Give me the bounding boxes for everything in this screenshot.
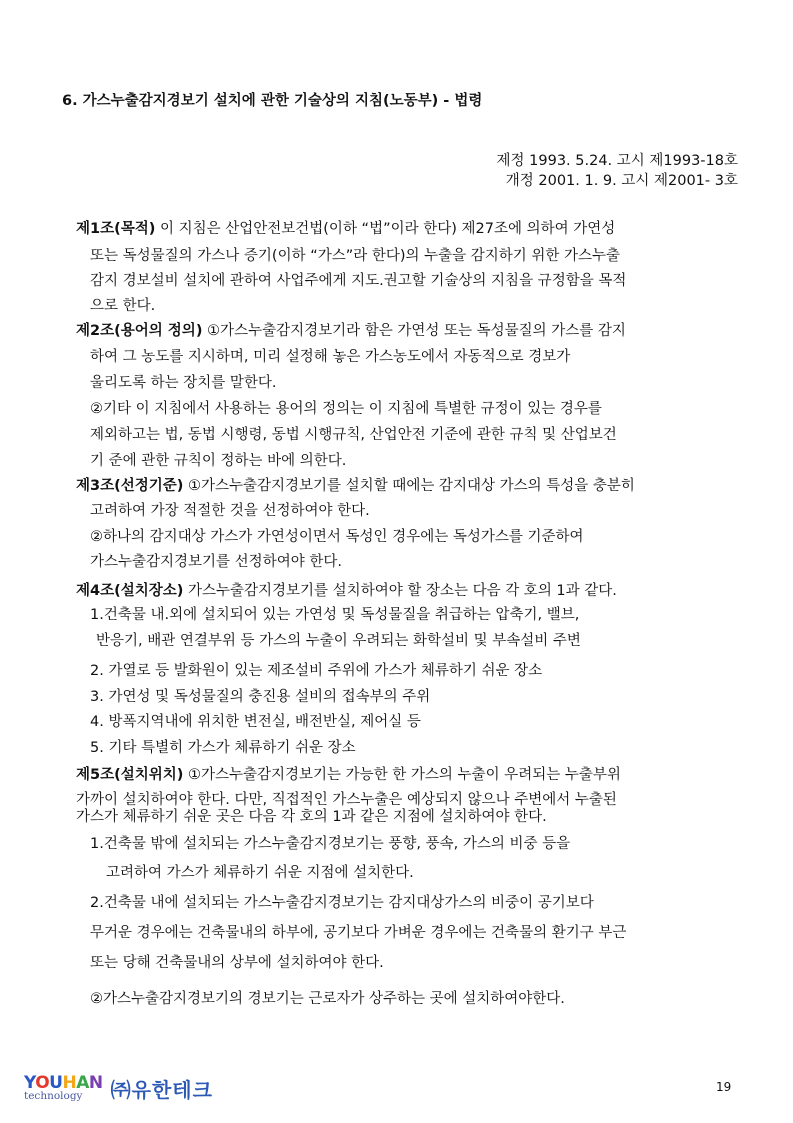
article-2-text: ①가스누출감지경보기라 함은 가연성 또는 독성물질의 가스를 감지: [202, 323, 626, 339]
article-4-item: 3. 가연성 및 독성물질의 충진용 설비의 접속부의 주위: [90, 689, 431, 705]
article-5-item: 1.건축물 밖에 설치되는 가스누출감지경보기는 풍향, 풍속, 가스의 비중 등을: [90, 836, 571, 852]
article-5-item: 또는 당해 건축물내의 상부에 설치하여야 한다.: [90, 955, 384, 971]
article-5-item: 2.건축물 내에 설치되는 가스누출감지경보기는 감지대상가스의 비중이 공기보다: [90, 895, 594, 911]
article-2-line: 울리도록 하는 장치를 말한다.: [90, 375, 277, 391]
article-2-heading: 제2조(용어의 정의): [76, 323, 203, 339]
article-5-heading: 제5조(설치위치): [76, 767, 184, 783]
article-1-line: 감지 경보설비 설치에 관하여 사업주에게 지도.권고할 기술상의 지침을 규정함을 목적: [90, 273, 627, 289]
article-5-item: 고려하여 가스가 체류하기 쉬운 지점에 설치한다.: [106, 865, 414, 881]
article-3-line: 가스누출감지경보기를 선정하여야 한다.: [90, 554, 342, 570]
article-2-line: 기 준에 관한 규칙이 정하는 바에 의한다.: [90, 453, 347, 469]
company-name: ㈜유한테크: [110, 1078, 213, 1102]
article-2-line: ②기타 이 지침에서 사용하는 용어의 정의는 이 지침에 특별한 규정이 있는 경우를: [90, 401, 602, 417]
article-4-item: 반응기, 배관 연결부위 등 가스의 누출이 우려되는 화학설비 및 부속설비 주변: [96, 633, 581, 649]
article-4-item: 1.건축물 내.외에 설치되어 있는 가연성 및 독성물질을 취급하는 압축기, 밸브,: [90, 607, 580, 623]
article-1-line: 으로 한다.: [90, 298, 156, 314]
brand-tagline: technology: [24, 1090, 83, 1102]
article-1-line: 또는 독성물질의 가스나 증기(이하 “가스”라 한다)의 누출을 감지하기 위한 가스누출: [90, 248, 621, 264]
article-4-item: 4. 방폭지역내에 위치한 변전실, 배전반실, 제어실 등: [90, 714, 421, 730]
page-number: 19: [716, 1080, 732, 1094]
document-title: 6. 가스누출감지경보기 설치에 관한 기술상의 지침(노동부) - 법령: [62, 93, 483, 109]
article-1-text: 이 지침은 산업안전보건법(이하 “법”이라 한다) 제27조에 의하여 가연성: [155, 221, 616, 237]
article-5-line: 가스가 체류하기 쉬운 곳은 다음 각 호의 1과 같은 지점에 설치하여야 한다.: [76, 809, 547, 825]
article-4-item: 5. 기타 특별히 가스가 체류하기 쉬운 장소: [90, 740, 356, 756]
company-logo: [24, 1074, 213, 1103]
article-2-line: 하여 그 농도를 지시하며, 미리 설정해 놓은 가스농도에서 자동적으로 경보가: [90, 349, 571, 365]
article-4-item: 2. 가열로 등 발화원이 있는 제조설비 주위에 가스가 체류하기 쉬운 장소: [90, 663, 543, 679]
article-5-text: ①가스누출감지경보기는 가능한 한 가스의 누출이 우려되는 누출부위: [183, 767, 621, 783]
amendment-date: 개정 2001. 1. 9. 고시 제2001- 3호: [505, 173, 738, 189]
article-3-text: ①가스누출감지경보기를 설치할 때에는 감지대상 가스의 특성을 충분히: [183, 478, 635, 494]
article-4-heading: 제4조(설치장소): [76, 583, 184, 599]
article-3-heading: 제3조(선정기준): [76, 478, 184, 494]
article-2-line: 제외하고는 법, 동법 시행령, 동법 시행규칙, 산업안전 기준에 관한 규칙 및 산업보건: [90, 427, 617, 443]
enactment-date: 제정 1993. 5.24. 고시 제1993-18호: [496, 153, 738, 169]
brand-wordmark: YOUHAN: [24, 1073, 103, 1093]
article-4-text: 가스누출감지경보기를 설치하여야 할 장소는 다음 각 호의 1과 같다.: [183, 583, 617, 599]
article-3-line: ②하나의 감지대상 가스가 가연성이면서 독성인 경우에는 독성가스를 기준하여: [90, 529, 584, 545]
article-5-line: 가까이 설치하여야 한다. 다만, 직접적인 가스누출은 예상되지 않으나 주변에서 누출된: [76, 792, 617, 808]
article-5-item: 무거운 경우에는 건축물내의 하부에, 공기보다 가벼운 경우에는 건축물의 환기구 부근: [90, 925, 627, 941]
article-5-item: ②가스누출감지경보기의 경보기는 근로자가 상주하는 곳에 설치하여야한다.: [90, 991, 565, 1007]
brand-mark: [24, 1075, 103, 1102]
article-3-line: 고려하여 가장 적절한 것을 선정하여야 한다.: [90, 503, 370, 519]
article-1-heading: 제1조(목적): [76, 221, 156, 237]
